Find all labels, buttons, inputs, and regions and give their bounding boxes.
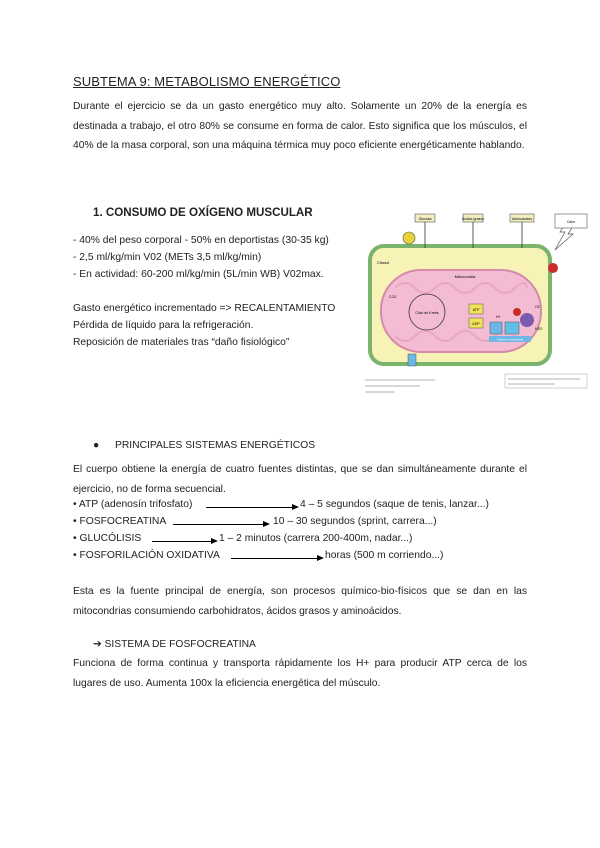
- atp-label: ATP: [472, 308, 480, 312]
- aminoacids-label: Aminoácidos: [511, 217, 533, 221]
- arrow-head-icon: [211, 538, 218, 544]
- transporter-icon: [403, 232, 415, 244]
- complex-box: [490, 322, 502, 334]
- krebs-label: Ciclo de Krebs: [415, 311, 439, 315]
- phospho-heading: ➔ SISTEMA DE FOSFOCREATINA: [93, 639, 256, 650]
- system-name: • FOSFOCREATINA: [73, 516, 167, 527]
- page-title: SUBTEMA 9: METABOLISMO ENERGÉTICO: [73, 74, 341, 89]
- arrow-line: [173, 524, 263, 525]
- atp-synthase-icon: [520, 313, 534, 327]
- cytosol-label: Citosol: [377, 260, 390, 265]
- oxygen-item: - 2,5 ml/kg/min V02 (METs 3,5 ml/kg/min): [73, 252, 262, 263]
- arrow-head-icon: [317, 555, 324, 561]
- system-name: • ATP (adenosín trifosfato): [73, 499, 193, 510]
- o2-label: O2: [535, 305, 540, 309]
- glucose-label: Glucosa: [418, 217, 432, 221]
- systems-intro: El cuerpo obtiene la energía de cuatro fuentes distintas, que se dan simultáneamente durante el ejercicio, no de forma secuencial.: [73, 464, 527, 495]
- h2o-label: H2O: [535, 327, 543, 331]
- channel-icon: [408, 354, 416, 366]
- arrow-line: [152, 541, 211, 542]
- atp-red-icon: [548, 263, 558, 273]
- respiratory-chain-label: Cadena respiratoria: [496, 337, 524, 342]
- adp-label: ADP: [472, 322, 480, 326]
- oxygen-notes: [73, 300, 363, 351]
- fatty-acids-label: Ácidos grasos: [462, 217, 484, 221]
- system-desc: 4 – 5 segundos (saque de tenis, lanzar...): [300, 499, 489, 510]
- arrow-head-icon: [263, 521, 270, 527]
- bullet-icon: ●: [93, 440, 100, 451]
- h-label: H+: [496, 315, 501, 319]
- complex-box: [505, 322, 519, 334]
- heat-label: Calor: [566, 220, 576, 224]
- intro-paragraph: Durante el ejercicio se da un gasto energético muy alto. Solamente un 20% de la energía es destinada a trabajo, el otro 80% se consume en forma de calor. Esto significa que los músculos, el 40% de la masa corporal, son una máquina térmica muy poco eficiente energéticamente hablando.: [73, 101, 527, 151]
- phospho-text: Funciona de forma continua y transporta rápidamente los H+ para producir ATP cerca de los lugares de uso. Aumenta 100x la eficiencia energética del músculo.: [73, 658, 527, 689]
- systems-heading-text: PRINCIPALES SISTEMAS ENERGÉTICOS: [115, 440, 316, 451]
- system-desc: 1 – 2 minutos (carrera 200-400m, nadar...): [219, 533, 413, 544]
- system-desc: horas (500 m corriendo...): [325, 550, 444, 561]
- system-row-phosphocreatine: [73, 516, 166, 527]
- oxygen-item: - 40% del peso corporal - 50% en deportistas (30-35 kg): [73, 235, 329, 246]
- oxygen-icon: [513, 308, 521, 316]
- systems-note: Esta es la fuente principal de energía, son procesos químico-bio-físicos que se dan en las mitocondrias consumiendo carbohidratos, ácidos grasos y aminoácidos.: [73, 586, 527, 617]
- section-heading-oxygen: 1. CONSUMO DE OXÍGENO MUSCULAR: [93, 206, 313, 219]
- co2-label: CO2: [389, 295, 397, 299]
- note-line: Pérdida de líquido para la refrigeración.: [73, 320, 254, 331]
- note-line: Reposición de materiales tras “daño fisiológico”: [73, 337, 290, 348]
- mitochondria-diagram: [365, 208, 590, 398]
- arrow-head-icon: [292, 504, 299, 510]
- legend-box: [505, 374, 587, 388]
- system-row-atp: [73, 499, 192, 510]
- systems-heading: [93, 440, 315, 451]
- system-desc: 10 – 30 segundos (sprint, carrera...): [273, 516, 437, 527]
- mitochondria-label: Mitocondria: [454, 274, 476, 279]
- oxygen-list: [73, 232, 358, 283]
- oxygen-item: - En actividad: 60-200 ml/kg/min (5L/min WB) V02max.: [73, 269, 324, 280]
- system-row-glycolysis: [73, 533, 141, 544]
- arrow-line: [206, 507, 292, 508]
- system-row-oxidative: [73, 550, 220, 561]
- arrow-line: [231, 558, 317, 559]
- system-name: • GLUCÓLISIS: [73, 533, 142, 544]
- system-name: • FOSFORILACIÓN OXIDATIVA: [73, 550, 220, 561]
- note-line: Gasto energético incrementado => RECALENTAMIENTO: [73, 303, 336, 314]
